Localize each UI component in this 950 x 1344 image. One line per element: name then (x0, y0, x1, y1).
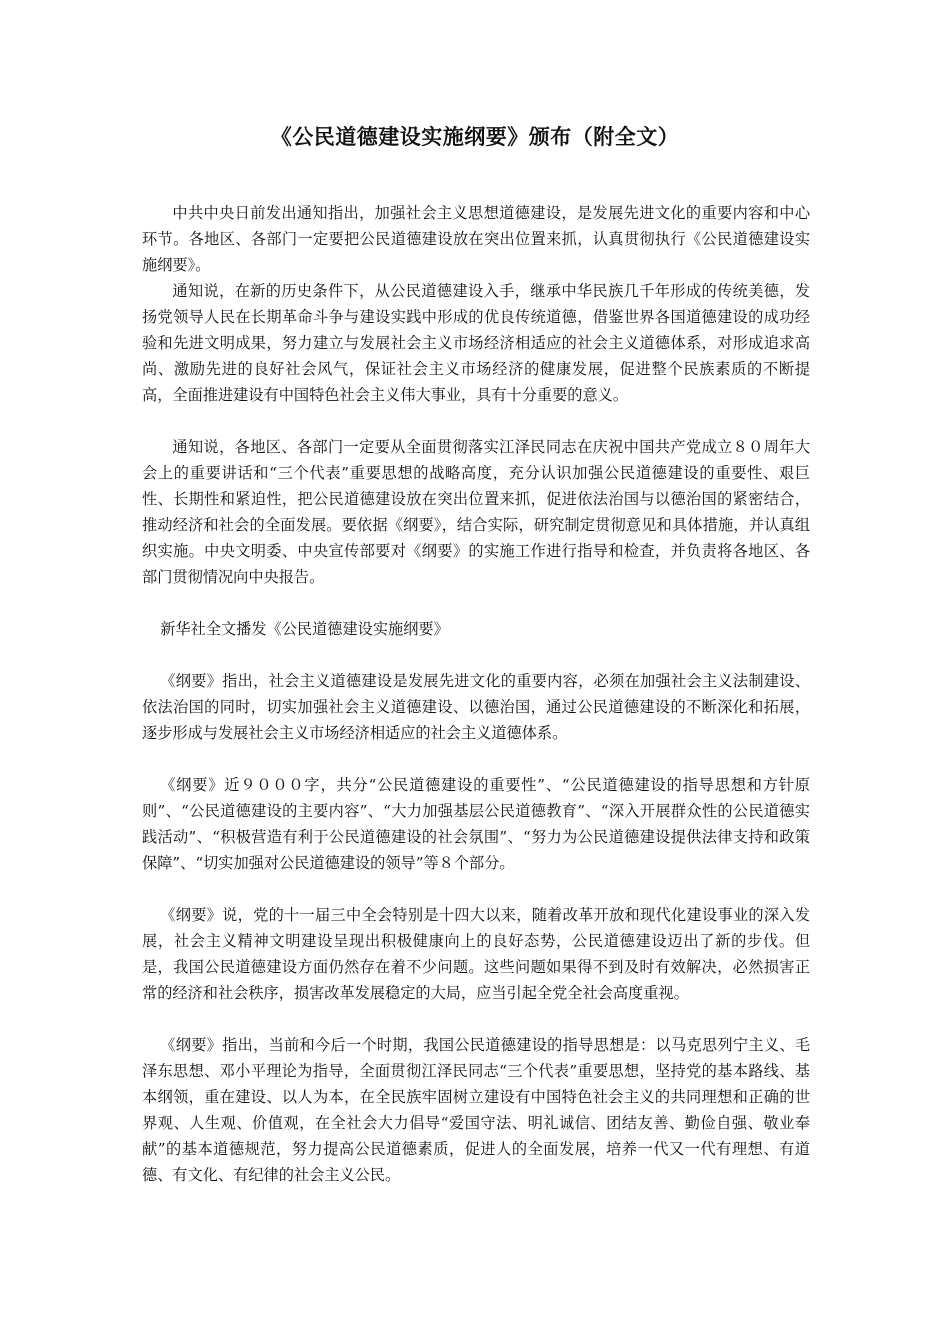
paragraph-gap (142, 590, 810, 616)
paragraph-gap (142, 642, 810, 668)
paragraph-gap (142, 876, 810, 902)
paragraph-guiding-thought: 《纲要》指出，当前和今后一个时期，我国公民道德建设的指导思想是：以马克思列宁主义、毛泽东思想、邓小平理论为指导，全面贯彻江泽民同志“三个代表”重要思想，坚持党的基本路线、基本纲领，重在建设、以人为本，在全民族牢固树立建设有中国特色社会主义的共同理想和正确的世界观、人生观、价值观，在全社会大力倡导“爱国守法、明礼诚信、团结友善、勤俭自强、敬业奉献”的基本道德规范，努力提高公民道德素质，促进人的全面发展，培养一代又一代有理想、有道德、有文化、有纪律的社会主义公民。 (142, 1036, 810, 1184)
paragraph-gap (142, 1006, 810, 1032)
paragraph-outline-progress: 《纲要》说，党的十一届三中全会特别是十四大以来，随着改革开放和现代化建设事业的深入发展，社会主义精神文明建设呈现出积极健康向上的良好态势，公民道德建设迈出了新的步伐。但是，我国公民道德建设方面仍然存在着不少问题。这些问题如果得不到及时有效解决，必然损害正常的经济和社会秩序，损害改革发展稳定的大局，应当引起全党全社会高度重视。 (142, 906, 810, 1002)
paragraph-outline-parts: 《纲要》近９０００字，共分“公民道德建设的重要性”、“公民道德建设的指导思想和方针原则”、“公民道德建设的主要内容”、“大力加强基层公民道德教育”、“深入开展群众性的公民道德实践活动”、“积极营造有利于公民道德建设的社会氛围”、“努力为公民道德建设提供法律支持和政策保障”、“切实加强对公民道德建设的领导”等８个部分。 (142, 776, 810, 872)
paragraph-gap (142, 746, 810, 772)
paragraph-history: 通知说，在新的历史条件下，从公民道德建设入手，继承中华民族几千年形成的传统美德，发扬党领导人民在长期革命斗争与建设实践中形成的优良传统道德，借鉴世界各国道德建设的成功经验和先进文明成果，努力建立与发展社会主义市场经济相适应的社会主义道德体系，对形成追求高尚、激励先进的良好社会风气，保证社会主义市场经济的健康发展，促进整个民族素质的不断提高，全面推进建设有中国特色社会主义伟大事业，具有十分重要的意义。 (142, 282, 810, 404)
document-body (142, 200, 810, 1188)
paragraph-outline-intro: 《纲要》指出，社会主义道德建设是发展先进文化的重要内容，必须在加强社会主义法制建设、依法治国的同时，切实加强社会主义道德建设、以德治国，通过公民道德建设的不断深化和拓展，逐步形成与发展社会主义市场经济相适应的社会主义道德体系。 (142, 672, 810, 742)
paragraph-notice: 中共中央日前发出通知指出，加强社会主义思想道德建设，是发展先进文化的重要内容和中心环节。各地区、各部门一定要把公民道德建设放在突出位置来抓，认真贯彻执行《公民道德建设实施纲要》。 (142, 204, 810, 274)
document-title: 《公民道德建设实施纲要》颁布（附全文） (270, 124, 680, 149)
paragraph-xinhua: 新华社全文播发《公民道德建设实施纲要》 (160, 620, 449, 638)
paragraph-regions: 通知说，各地区、各部门一定要从全面贯彻落实江泽民同志在庆祝中国共产党成立８０周年大会上的重要讲话和“三个代表”重要思想的战略高度，充分认识加强公民道德建设的重要性、艰巨性、长期性和紧迫性，把公民道德建设放在突出位置来抓，促进依法治国与以德治国的紧密结合，推动经济和社会的全面发展。要依据《纲要》，结合实际，研究制定贯彻意见和具体措施，并认真组织实施。中央文明委、中央宣传部要对《纲要》的实施工作进行指导和检查，并负责将各地区、各部门贯彻情况向中央报告。 (142, 438, 810, 586)
paragraph-gap (142, 408, 810, 434)
